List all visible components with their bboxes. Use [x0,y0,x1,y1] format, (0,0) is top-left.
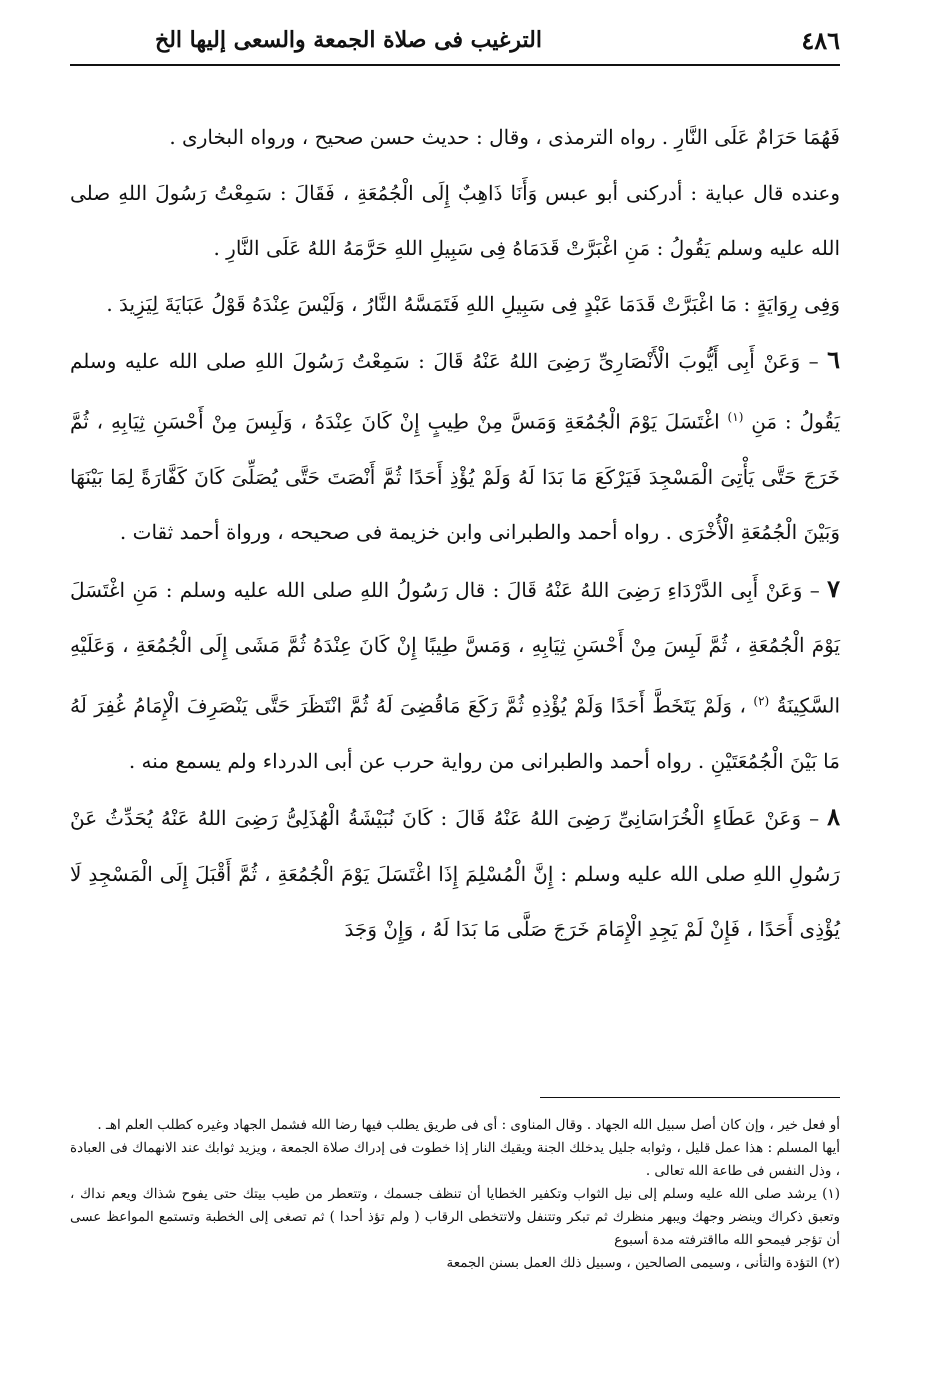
page-header [70,20,840,60]
hadith-text: اغْتَسَلَ يَوْمَ الْجُمُعَةِ وَمَسَّ مِنْ طِيبٍ إِنْ كَانَ عِنْدَهُ ، وَلَبِسَ مِنْ أَحْسَنِ ثِيَابِهِ ، ثُمَّ خَرَجَ حَتَّى يَأْتِىَ الْمَسْجِدَ فَيَرْكَعَ مَا بَدَا لَهُ وَلَمْ يُؤْذِ أَحَدًا ثُمَّ أَنْصَتَ حَتَّى يُصَلِّىَ كَانَ كَفَّارَةً لِمَا بَيْنَهَا وَبَيْنَ الْجُمُعَةِ الْأُخْرَى . رواه أحمد والطبرانى وابن خزيمة فى صحيحه ، ورواة أحمد ثقات . [70,409,840,545]
dash: – [801,806,820,831]
footnote: أو فعل خير ، وإن كان أصل سبيل الله الجهاد . وقال المناوى : أى فى طريق يطلب فيها رضا الله فشمل الجهاد وغيره كطلب العلم اهـ . [97,1117,840,1133]
book-page [70,20,840,1360]
main-text [70,110,840,958]
hadith-7 [70,561,840,790]
hadith-6 [70,332,840,561]
paragraph: فَهُمَا حَرَامٌ عَلَى النَّارِ . رواه الترمذى ، وقال : حديث حسن صحيح ، ورواه البخارى . [169,125,840,149]
paragraph: وعنده قال عباية : أدركنى أبو عبس وَأَنَا ذَاهِبٌ إِلَى الْجُمُعَةِ ، فَقَالَ : سَمِعْتُ رَسُولَ اللهِ صلى الله عليه وسلم يَقُولُ : مَنِ اغْبَرَّتْ قَدَمَاهُ فِى سَبِيلِ اللهِ حَرَّمَهُ اللهُ عَلَى النَّارِ . [70,180,840,260]
hadith-number: ٧ [827,573,840,603]
hadith-text: وَعَنْ أَبِى أَيُّوبَ الْأَنْصَارِىِّ رَضِىَ اللهُ عَنْهُ قَالَ : سَمِعْتُ رَسُولَ اللهِ صلى الله عليه وسلم يَقُولُ : مَنِ [70,349,841,434]
header-rule [70,64,840,66]
footnotes [70,1114,840,1275]
paragraph: وَفِى رِوَايَةٍ : مَا اغْبَرَّتْ قَدَمَا عَبْدٍ فِى سَبِيلِ اللهِ فَتَمَسَّهُ النَّارُ ، وَلَيْسَ عِنْدَهُ قَوْلُ عَبَايَةَ لِيَزِيدَ . [106,291,840,316]
footnote: (١) يرشد صلى الله عليه وسلم إلى نيل الثواب وتكفير الخطايا أن تنظف جسمك ، وتتعطر من طيب بيتك حتى يفوح شذاك ويعم نداك ، وتعبق ذكراك وينضر وجهك ويبهر منظرك ثم تبكر وتتنفل ولاتتخطى الرقاب ( ولم تؤذ أحدا ) ثم تصغى إلى الخطبة وتستمع المواعظ عسى أن تؤجر فيمحو الله مااقترفته مدة أسبوع [70,1186,840,1248]
page-number: ٤٨٦ [801,25,840,55]
running-title: الترغيب فى صلاة الجمعة والسعى إليها الخ [155,27,542,53]
footnote: أيها المسلم : هذا عمل قليل ، وثوابه جليل يدخلك الجنة ويقيك النار إذا خطوت فى إدراك صلاة الجمعة ، ويزيد ثوابك عند الانهماك فى العبادة ، وذل النفس فى طاعة الله تعالى . [70,1140,840,1179]
hadith-8 [70,789,840,958]
dash: – [802,577,820,602]
footnote-ref: (٢) [753,693,770,708]
footnote-ref: (١) [727,409,744,424]
hadith-number: ٦ [827,345,840,374]
footnote-rule [540,1097,840,1098]
hadith-text: وَعَنْ عَطَاءٍ الْخُرَاسَانِىِّ رَضِىَ اللهُ عَنْهُ قَالَ : كَانَ نُبَيْشَةُ الْهُذَلِىُّ رَضِىَ اللهُ عَنْهُ يُحَدِّثُ عَنْ رَسُولِ اللهِ صلى الله عليه وسلم : إِنَّ الْمُسْلِمَ إِذَا اغْتَسَلَ يَوْمَ الْجُمُعَةِ ، ثُمَّ أَقْبَلَ إِلَى الْمَسْجِدِ لَا يُؤْذِى أَحَدًا ، فَإِنْ لَمْ يَجِدِ الْإِمَامَ خَرَجَ صَلَّى مَا بَدَا لَهُ ، وَإِنْ وَجَدَ [70,806,840,942]
dash: – [800,349,819,373]
footnote: (٢) التؤدة والتأنى ، وسيمى الصالحين ، وسبيل ذلك العمل بسنن الجمعة [446,1255,840,1271]
hadith-text: وَعَنْ أَبِى الدَّرْدَاءِ رَضِىَ اللهُ عَنْهُ قَالَ : قال رَسُولُ اللهِ صلى الله عليه وسلم : مَنِ اغْتَسَلَ يَوْمَ الْجُمُعَةِ ، ثُمَّ لَبِسَ مِنْ أَحْسَنِ ثِيَابِهِ ، وَمَسَّ طِيبًا إِنْ كَانَ عِنْدَهُ ثُمَّ مَشَى إِلَى الْجُمُعَةِ ، وَعَلَيْهِ السَّكِينَةُ [70,577,841,718]
hadith-number: ٨ [827,802,840,832]
hadith-text: ، وَلَمْ يَتَخَطَّ أَحَدًا وَلَمْ يُؤْذِهِ ثُمَّ رَكَعَ مَاقُضِىَ لَهُ ثُمَّ انْتَظَرَ حَتَّى يَنْصَرِفَ الْإِمَامُ غُفِرَ لَهُ مَا بَيْنَ الْجُمُعَتَيْنِ . رواه أحمد والطبرانى من رواية حرب عن أبى الدرداء ولم يسمع منه . [70,693,840,773]
